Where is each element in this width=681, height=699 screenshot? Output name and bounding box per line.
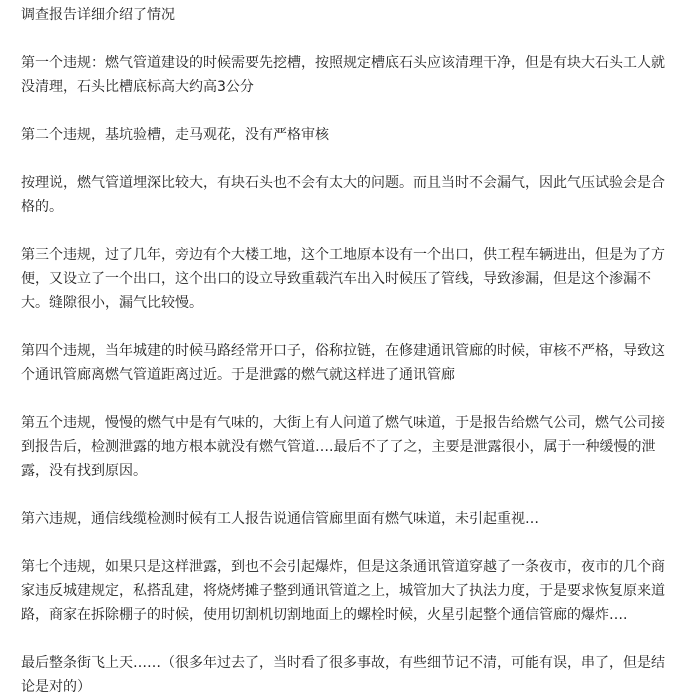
paragraph-violation-3: 第三个违规，过了几年，旁边有个大楼工地，这个工地原本设有一个出口，供工程车辆进出，但是为了方便，又设立了一个出口，这个出口的设立导致重载汽车出入时候压了管线，导致渗漏，但是这个渗漏不大。缝隙很小，漏气比较慢。 (21, 247, 665, 311)
paragraph-gap (21, 483, 676, 507)
paragraph-gap (21, 147, 676, 171)
paragraph-gap (21, 27, 676, 51)
paragraph-note: 按理说，燃气管道埋深比较大，有块石头也不会有太大的问题。而且当时不会漏气，因此气压试验会是合格的。 (21, 175, 665, 215)
paragraph-intro: 调查报告详细介绍了情况 (21, 7, 175, 23)
paragraph-gap (21, 219, 676, 243)
paragraph-violation-6: 第六违规，通信线缆检测时候有工人报告说通信管廊里面有燃气味道，未引起重视… (21, 511, 539, 527)
paragraph-gap (21, 387, 676, 411)
paragraph-gap (21, 531, 676, 555)
paragraph-conclusion: 最后整条街飞上天……（很多年过去了，当时看了很多事故，有些细节记不清，可能有误，串了，但是结论是对的） (21, 655, 665, 695)
paragraph-violation-5: 第五个违规，慢慢的燃气中是有气味的，大街上有人问道了燃气味道，于是报告给燃气公司，燃气公司接到报告后，检测泄露的地方根本就没有燃气管道….最后不了了之，主要是泄露很小，属于一种缓慢的泄露，没有找到原因。 (21, 415, 665, 479)
paragraph-violation-4: 第四个违规，当年城建的时候马路经常开口子，俗称拉链，在修建通讯管廊的时候，审核不严格，导致这个通讯管廊离燃气管道距离过近。于是泄露的燃气就这样进了通讯管廊 (21, 343, 665, 383)
paragraph-violation-7: 第七个违规，如果只是这样泄露，到也不会引起爆炸，但是这条通讯管道穿越了一条夜市，夜市的几个商家违反城建规定，私搭乱建，将烧烤摊子整到通讯管道之上，城管加大了执法力度，于是要求恢复原来道路，商家在拆除棚子的时候，使用切割机切割地面上的螺栓时候，火星引起整个通信管廊的爆炸…. (21, 559, 665, 623)
paragraph-violation-1: 第一个违规：燃气管道建设的时候需要先挖槽，按照规定槽底石头应该清理干净，但是有块大石头工人就没清理，石头比槽底标高大约高3公分 (21, 55, 665, 95)
paragraph-gap (21, 99, 676, 123)
paragraph-gap (21, 315, 676, 339)
document-body (21, 3, 676, 699)
paragraph-violation-2: 第二个违规，基坑验槽，走马观花，没有严格审核 (21, 127, 329, 143)
paragraph-gap (21, 627, 676, 651)
